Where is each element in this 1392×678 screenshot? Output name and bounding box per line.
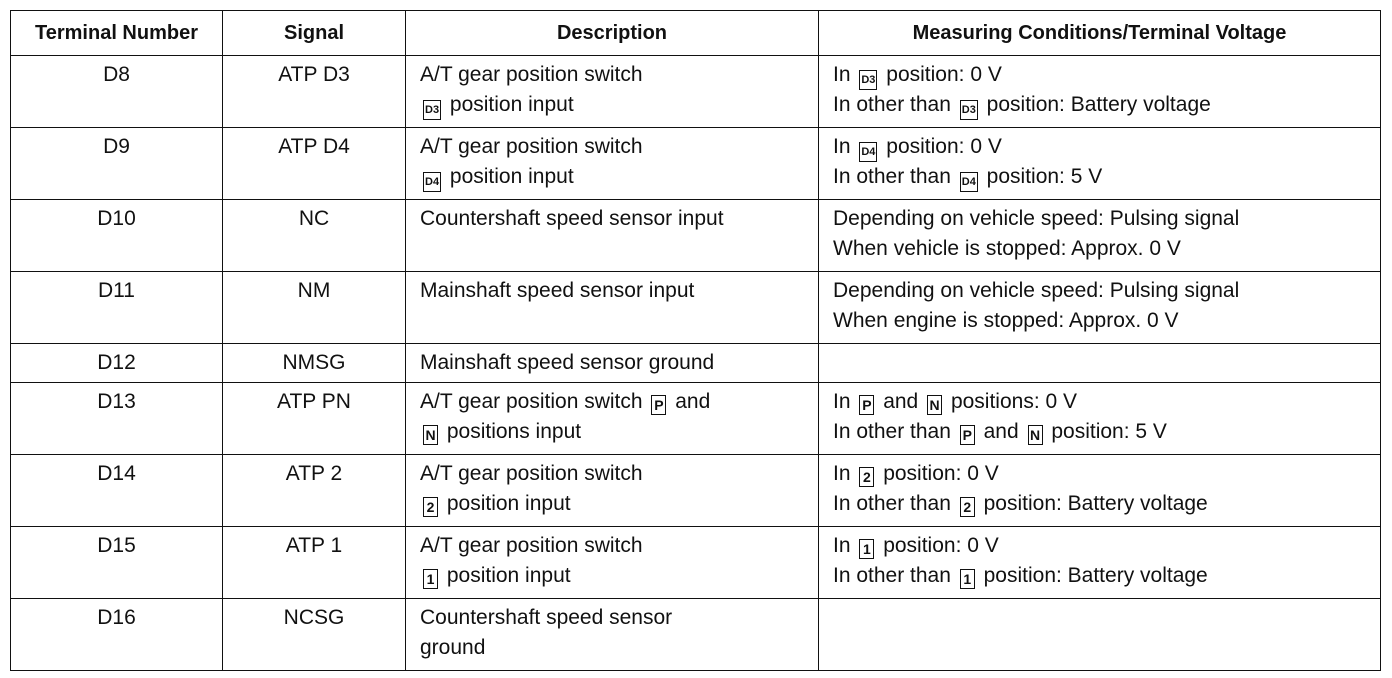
table-row [11,599,1381,671]
signal-name: NCSG [223,599,406,671]
position-symbol-2: 2 [423,497,438,517]
terminal-number: D9 [11,128,223,200]
measuring-line [833,90,1366,120]
position-symbol-p: P [960,425,975,445]
terminal-number: D16 [11,599,223,671]
measuring-text: In [833,135,851,158]
measuring-line [833,60,1366,90]
position-symbol-1: 1 [423,569,438,589]
description-line: Mainshaft speed sensor input [420,279,695,302]
description-cell [406,455,819,527]
description-text: position input [449,165,574,188]
position-symbol-n: N [423,425,438,445]
measuring-text: position: 0 V [886,135,1002,158]
description-cell [406,599,819,671]
description-line: A/T gear position switch [420,534,643,557]
measuring-text: position: 5 V [986,165,1103,188]
measuring-text: position: Battery voltage [986,93,1211,116]
position-symbol-d3: D3 [423,100,441,120]
position-symbol-1: 1 [960,569,975,589]
measuring-line: Depending on vehicle speed: Pulsing signal [833,279,1240,302]
description-line [420,489,804,519]
signal-name: ATP D4 [223,128,406,200]
measuring-line: When engine is stopped: Approx. 0 V [833,309,1179,332]
measuring-text: position: Battery voltage [983,492,1208,515]
description-line: Countershaft speed sensor [420,606,673,629]
description-cell [406,56,819,128]
description-line [420,387,804,417]
terminal-number: D10 [11,200,223,272]
measuring-line: When vehicle is stopped: Approx. 0 V [833,237,1181,260]
description-line [420,417,804,447]
description-line [420,90,804,120]
measuring-cell-empty [819,599,1381,671]
measuring-line [833,561,1366,591]
header-terminal-number: Terminal Number [11,11,223,56]
position-symbol-2: 2 [859,467,874,487]
position-symbol-d3: D3 [960,100,978,120]
measuring-line [833,531,1366,561]
measuring-text: position: 0 V [886,63,1002,86]
position-symbol-d3: D3 [859,70,877,90]
measuring-text: In other than [833,492,951,515]
signal-name: NM [223,272,406,344]
measuring-cell [819,527,1381,599]
position-symbol-p: P [859,395,874,415]
spec-table-wrapper [10,10,1381,671]
signal-name: NMSG [223,344,406,383]
measuring-line [833,162,1366,192]
signal-name: ATP 2 [223,455,406,527]
description-line [420,162,804,192]
description-line [420,561,804,591]
measuring-text: position: 5 V [1051,420,1167,443]
description-line: A/T gear position switch [420,135,643,158]
description-cell [406,200,819,272]
measuring-line [833,417,1366,447]
measuring-text: positions: 0 V [950,390,1078,413]
measuring-cell [819,383,1381,455]
measuring-text: In other than [833,93,951,116]
description-cell [406,383,819,455]
description-cell [406,272,819,344]
measuring-cell [819,200,1381,272]
position-symbol-d4: D4 [423,172,441,192]
description-text: position input [449,93,574,116]
position-symbol-d4: D4 [859,142,877,162]
measuring-text: position: Battery voltage [983,564,1208,587]
position-symbol-1: 1 [859,539,874,559]
table-row [11,527,1381,599]
header-description: Description [406,11,819,56]
measuring-line [833,132,1366,162]
description-text: A/T gear position switch [420,390,643,413]
measuring-text: In [833,63,851,86]
terminal-number: D11 [11,272,223,344]
position-symbol-n: N [927,395,942,415]
measuring-cell [819,128,1381,200]
header-signal: Signal [223,11,406,56]
terminal-number: D8 [11,56,223,128]
description-line: A/T gear position switch [420,462,643,485]
measuring-cell-empty [819,344,1381,383]
measuring-line: Depending on vehicle speed: Pulsing signal [833,207,1240,230]
table-row [11,272,1381,344]
description-cell [406,527,819,599]
description-text: position input [446,492,571,515]
description-cell [406,128,819,200]
signal-name: ATP D3 [223,56,406,128]
position-symbol-p: P [651,395,666,415]
description-cell [406,344,819,383]
signal-name: ATP 1 [223,527,406,599]
measuring-line [833,387,1366,417]
table-row [11,383,1381,455]
table-row [11,56,1381,128]
terminal-number: D15 [11,527,223,599]
measuring-text: and [883,390,919,413]
terminal-number: D14 [11,455,223,527]
description-line: Mainshaft speed sensor ground [420,351,715,374]
measuring-line [833,489,1366,519]
terminal-number: D13 [11,383,223,455]
signal-name: NC [223,200,406,272]
measuring-text: position: 0 V [883,462,999,485]
table-row [11,200,1381,272]
measuring-text: position: 0 V [883,534,999,557]
description-line: A/T gear position switch [420,63,643,86]
position-symbol-d4: D4 [960,172,978,192]
table-row [11,128,1381,200]
measuring-text: In [833,462,851,485]
measuring-text: In other than [833,420,951,443]
description-line: Countershaft speed sensor input [420,207,724,230]
description-line: ground [420,636,486,659]
terminal-number: D12 [11,344,223,383]
terminal-spec-table [10,10,1381,671]
description-text: and [675,390,711,413]
measuring-cell [819,272,1381,344]
position-symbol-2: 2 [960,497,975,517]
signal-name: ATP PN [223,383,406,455]
measuring-text: In other than [833,564,951,587]
table-row [11,455,1381,527]
description-text: positions input [446,420,582,443]
table-row [11,344,1381,383]
measuring-text: In [833,390,851,413]
position-symbol-n: N [1028,425,1043,445]
measuring-cell [819,455,1381,527]
measuring-line [833,459,1366,489]
description-text: position input [446,564,571,587]
measuring-cell [819,56,1381,128]
header-row [11,11,1381,56]
measuring-text: In [833,534,851,557]
measuring-text: In other than [833,165,951,188]
measuring-text: and [983,420,1019,443]
header-measuring-conditions: Measuring Conditions/Terminal Voltage [819,11,1381,56]
